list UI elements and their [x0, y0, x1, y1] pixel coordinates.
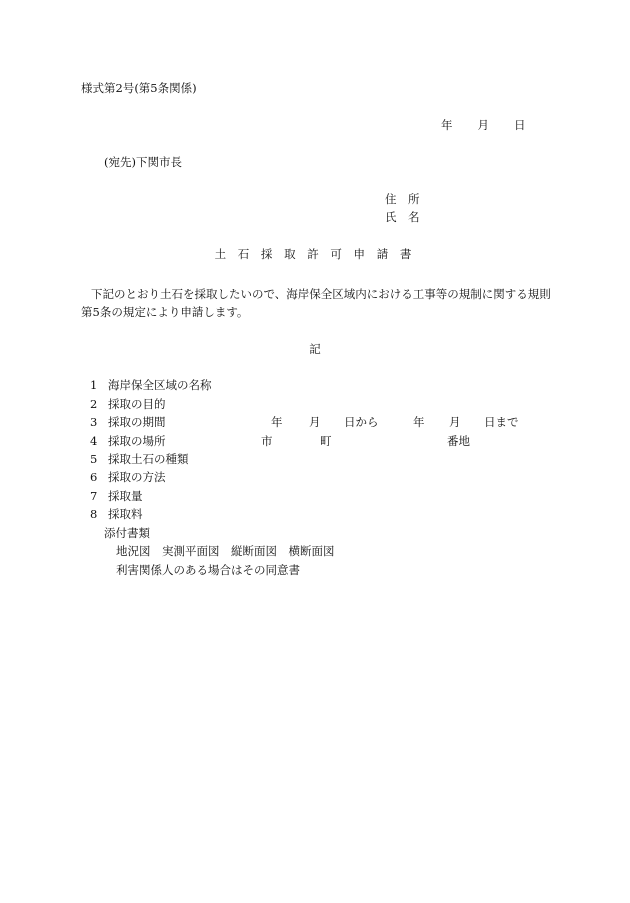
- item-label: 採取の目的: [108, 397, 166, 411]
- item-number: 4: [90, 434, 98, 448]
- item-label: 採取の方法: [108, 470, 166, 484]
- period-start-day: 日から: [344, 415, 379, 429]
- list-item: [90, 491, 143, 503]
- document-title: 土 石 採 取 許 可 申 請 書: [214, 247, 416, 261]
- list-item: [90, 436, 166, 448]
- addressee: (宛先)下関市長: [104, 155, 182, 169]
- item-number: 3: [90, 415, 98, 429]
- period-end-day: 日まで: [484, 415, 519, 429]
- item-number: 6: [90, 470, 98, 484]
- item-label: 採取土石の種類: [108, 452, 189, 466]
- list-item: [90, 417, 166, 429]
- item-number: 7: [90, 489, 98, 503]
- period-start-year: 年: [271, 415, 283, 429]
- applicant-name-label: 氏 名: [385, 210, 420, 224]
- list-item: [90, 399, 166, 411]
- period-end-year: 年: [413, 415, 425, 429]
- period-start-month: 月: [309, 415, 321, 429]
- item-number: 1: [90, 378, 98, 392]
- list-item: [90, 380, 212, 392]
- item-label: 採取の期間: [108, 415, 166, 429]
- item-number: 2: [90, 397, 98, 411]
- item-number: 8: [90, 507, 98, 521]
- attachments-heading: 添付書類: [104, 526, 150, 540]
- item-label: 採取料: [108, 507, 143, 521]
- body-paragraph: 下記のとおり土石を採取したいので、海岸保全区域内における工事等の規制に関する規則第5条の規定により申請します。: [81, 287, 551, 319]
- date-line: [441, 120, 526, 132]
- date-day: 日: [514, 118, 526, 132]
- period-end-month: 月: [449, 415, 461, 429]
- place-city: 市: [261, 434, 273, 448]
- item-label: 採取量: [108, 489, 143, 503]
- item-number: 5: [90, 452, 98, 466]
- list-item: [90, 509, 143, 521]
- place-town: 町: [320, 434, 332, 448]
- ki-heading: 記: [309, 342, 321, 356]
- attachments-line-1: 地況図 実測平面図 縦断面図 横断面図: [116, 544, 335, 558]
- list-item: [90, 454, 189, 466]
- list-item: [90, 472, 166, 484]
- item-label: 採取の場所: [108, 434, 166, 448]
- attachments-line-2: 利害関係人のある場合はその同意書: [116, 563, 300, 577]
- date-month: 月: [477, 118, 489, 132]
- form-number: 様式第2号(第5条関係): [81, 81, 197, 95]
- place-lot: 番地: [447, 434, 470, 448]
- applicant-address-label: 住 所: [385, 192, 420, 206]
- item-label: 海岸保全区域の名称: [108, 378, 212, 392]
- date-year: 年: [441, 118, 453, 132]
